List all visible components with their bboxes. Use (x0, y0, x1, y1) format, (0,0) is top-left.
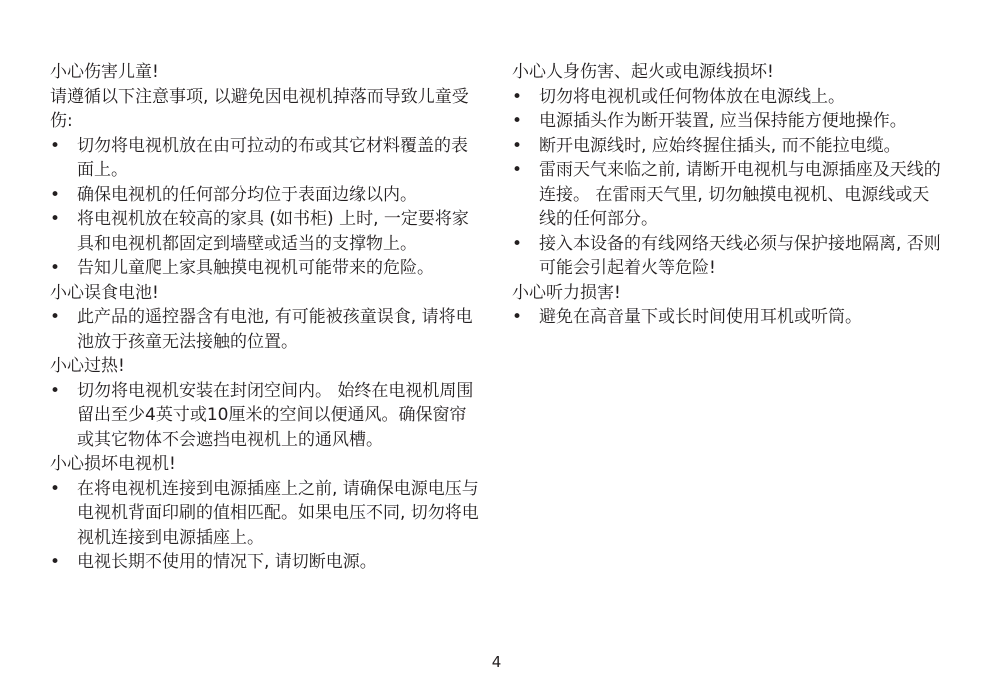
list-item (50, 477, 482, 551)
list-item (512, 232, 942, 281)
list-item (50, 256, 482, 281)
list-item (512, 134, 942, 159)
list-item (50, 207, 482, 256)
section-intro: 请遵循以下注意事项, 以避免因电视机掉落而导致儿童受伤: (50, 86, 469, 131)
list-item (512, 109, 942, 134)
bullet-marker: • (50, 552, 61, 572)
bullet-list (50, 477, 482, 575)
list-item (512, 85, 942, 110)
list-item (512, 305, 942, 330)
section-child-safety (50, 60, 482, 281)
page-number: 4 (491, 653, 502, 671)
bullet-marker: • (512, 160, 523, 180)
bullet-marker: • (50, 307, 61, 327)
section-heading: 小心人身伤害、起火或电源线损坏! (512, 62, 774, 82)
list-item-text: 切勿将电视机安装在封闭空间内。 始终在电视机周围留出至少4英寸或10厘米的空间以便通风。确保窗帘或其它物体不会遮挡电视机上的通风槽。 (77, 380, 474, 450)
bullet-marker: • (50, 135, 61, 156)
bullet-marker: • (50, 258, 61, 278)
bullet-marker: • (512, 307, 523, 327)
list-item-text: 将电视机放在较高的家具 (如书柜) 上时, 一定要将家具和电视机都固定到墙壁或适当的支撑物上。 (77, 209, 469, 254)
list-item (50, 379, 482, 453)
list-item (50, 305, 482, 354)
section-heading: 小心损坏电视机! (50, 454, 176, 474)
list-item (50, 550, 482, 575)
bullet-list (50, 305, 482, 354)
list-item-text: 雷雨天气来临之前, 请断开电视机与电源插座及天线的连接。 在雷雨天气里, 切勿触摸电视机、电源线或天线的任何部分。 (539, 160, 941, 229)
bullet-marker: • (512, 135, 523, 156)
section-injury-fire (512, 60, 942, 281)
list-item-text: 切勿将电视机放在由可拉动的布或其它材料覆盖的表面上。 (77, 135, 468, 180)
list-item-text: 断开电源线时, 应始终握住插头, 而不能拉电缆。 (539, 135, 901, 156)
list-item-text: 切勿将电视机或任何物体放在电源线上。 (539, 86, 845, 107)
bullet-marker: • (512, 111, 523, 131)
bullet-marker: • (512, 233, 523, 254)
bullet-marker: • (50, 209, 61, 229)
bullet-marker: • (512, 86, 523, 107)
section-overheating (50, 354, 482, 452)
left-column (50, 60, 482, 575)
section-tv-damage (50, 452, 482, 575)
section-heading: 小心听力损害! (512, 282, 621, 303)
section-heading: 小心误食电池! (50, 282, 159, 303)
list-item (50, 134, 482, 183)
bullet-marker: • (50, 478, 61, 499)
bullet-list (50, 134, 482, 281)
section-battery (50, 281, 482, 355)
bullet-list (50, 379, 482, 453)
bullet-list (512, 305, 942, 330)
list-item-text: 避免在高音量下或长时间使用耳机或听筒。 (539, 307, 862, 327)
list-item-text: 告知儿童爬上家具触摸电视机可能带来的危险。 (77, 258, 434, 278)
list-item-text: 接入本设备的有线网络天线必须与保护接地隔离, 否则可能会引起着火等危险! (539, 233, 941, 278)
list-item-text: 在将电视机连接到电源插座上之前, 请确保电源电压与电视机背面印刷的值相匹配。如果电压不同, 切勿将电视机连接到电源插座上。 (77, 478, 479, 548)
section-heading: 小心过热! (50, 356, 125, 376)
list-item-text: 此产品的遥控器含有电池, 有可能被孩童误食, 请将电池放于孩童无法接触的位置。 (77, 307, 473, 352)
right-column (512, 60, 942, 330)
section-hearing (512, 281, 942, 330)
bullet-marker: • (50, 380, 61, 401)
bullet-marker: • (50, 184, 61, 205)
list-item-text: 电源插头作为断开装置, 应当保持能方便地操作。 (539, 111, 907, 131)
list-item-text: 确保电视机的任何部分均位于表面边缘以内。 (77, 184, 417, 205)
list-item-text: 电视长期不使用的情况下, 请切断电源。 (77, 552, 377, 572)
list-item (50, 183, 482, 208)
bullet-list (512, 85, 942, 281)
section-heading: 小心伤害儿童! (50, 62, 159, 82)
list-item (512, 158, 942, 232)
